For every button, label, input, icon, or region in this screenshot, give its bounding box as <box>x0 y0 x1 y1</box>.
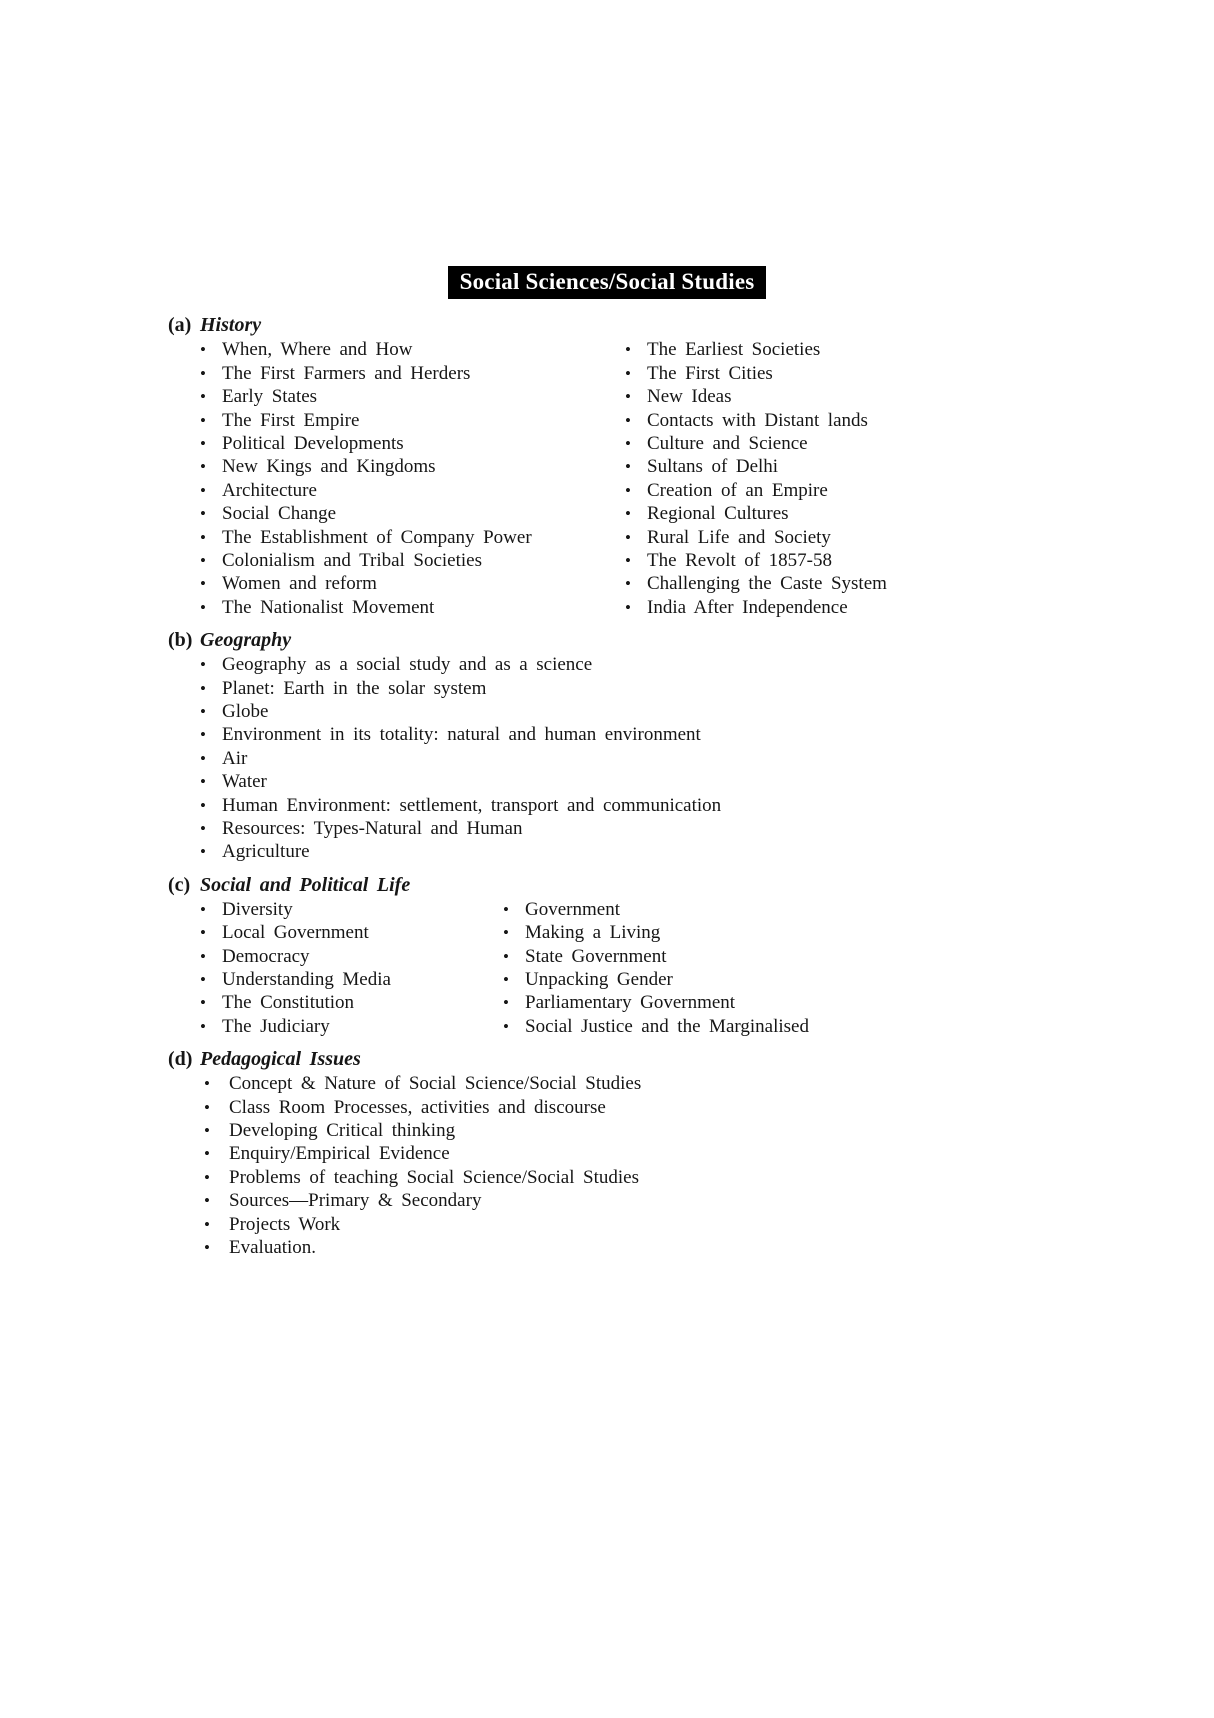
list-item-text: Air <box>222 747 248 769</box>
list-item <box>200 747 721 770</box>
list-item-text: Government <box>525 898 620 920</box>
section-geography <box>168 628 1154 864</box>
bullet-icon: • <box>200 433 206 453</box>
list-item-text: Geography as a social study and as a science <box>222 654 593 676</box>
bullet-icon: • <box>200 574 206 594</box>
list-item <box>200 596 593 619</box>
list-item <box>625 409 887 432</box>
section-label: (a) <box>168 314 192 337</box>
list-item-text: The First Farmers and Herders <box>222 362 471 384</box>
list-item-text: Problems of teaching Social Science/Social Studies <box>229 1166 640 1188</box>
list-item-text: Women and reform <box>222 573 377 595</box>
bullet-icon: • <box>200 363 206 383</box>
list-item-text: The Constitution <box>222 992 355 1014</box>
bullet-icon: • <box>503 946 509 966</box>
list-item-text: Local Government <box>222 922 369 944</box>
bullet-icon: • <box>200 923 206 943</box>
list-item <box>200 945 471 968</box>
section-label: (c) <box>168 873 191 896</box>
bullet-column <box>168 898 471 1038</box>
list-item <box>625 596 887 619</box>
list-item <box>204 1142 641 1165</box>
bullet-icon: • <box>200 410 206 430</box>
list-item-text: Regional Cultures <box>647 503 789 525</box>
bullet-icon: • <box>625 457 631 477</box>
list-item <box>200 991 471 1014</box>
list-item-text: Colonialism and Tribal Societies <box>222 549 482 571</box>
list-item-text: Human Environment: settlement, transport and communication <box>222 794 722 816</box>
bullet-icon: • <box>200 527 206 547</box>
list-item <box>200 898 471 921</box>
list-item <box>200 677 721 700</box>
section-heading <box>168 313 1154 337</box>
section-heading <box>168 628 1154 652</box>
bullet-column <box>168 653 721 864</box>
section-title: Pedagogical Issues <box>200 1048 361 1071</box>
bullet-icon: • <box>200 597 206 617</box>
list-item-text: Contacts with Distant lands <box>647 409 868 431</box>
list-item <box>625 526 887 549</box>
list-item <box>200 502 593 525</box>
list-item <box>200 432 593 455</box>
bullet-icon: • <box>200 772 206 792</box>
list-item <box>200 1015 471 1038</box>
list-item <box>503 945 809 968</box>
list-item-text: Rural Life and Society <box>647 526 831 548</box>
list-item <box>200 455 593 478</box>
list-item-text: Challenging the Caste System <box>647 573 887 595</box>
list-item <box>503 968 809 991</box>
bullet-icon: • <box>503 1016 509 1036</box>
list-item <box>200 479 593 502</box>
list-item <box>200 409 593 432</box>
list-item-text: Democracy <box>222 945 310 967</box>
list-item-text: Globe <box>222 700 269 722</box>
list-item <box>503 991 809 1014</box>
bullet-icon: • <box>204 1097 210 1117</box>
list-item <box>503 898 809 921</box>
list-item <box>204 1072 641 1095</box>
bullet-icon: • <box>200 795 206 815</box>
list-item-text: Resources: Types-Natural and Human <box>222 818 523 840</box>
list-item <box>200 968 471 991</box>
bullet-icon: • <box>200 819 206 839</box>
bullet-icon: • <box>200 457 206 477</box>
bullet-icon: • <box>503 993 509 1013</box>
list-item <box>625 549 887 572</box>
section-pedagogical-issues <box>168 1047 1154 1259</box>
bullet-icon: • <box>200 387 206 407</box>
page-title: Social Sciences/Social Studies <box>448 266 767 299</box>
bullet-icon: • <box>625 597 631 617</box>
list-item-text: Water <box>222 771 267 793</box>
bullet-icon: • <box>625 527 631 547</box>
list-item-text: Parliamentary Government <box>525 992 736 1014</box>
list-item <box>625 479 887 502</box>
section-heading <box>168 1047 1154 1071</box>
list-item <box>625 362 887 385</box>
list-item-text: Sources—Primary & Secondary <box>229 1190 482 1212</box>
list-item <box>625 455 887 478</box>
list-item <box>200 921 471 944</box>
section-columns <box>168 898 1154 1038</box>
list-item-text: Understanding Media <box>222 969 391 991</box>
list-item-text: Concept & Nature of Social Science/Social Studies <box>229 1073 642 1095</box>
bullet-icon: • <box>625 504 631 524</box>
list-item <box>625 338 887 361</box>
list-item <box>200 572 593 595</box>
bullet-icon: • <box>200 993 206 1013</box>
list-item-text: Planet: Earth in the solar system <box>222 677 487 699</box>
bullet-icon: • <box>204 1238 210 1258</box>
title-banner-row <box>0 0 1214 299</box>
list-item <box>200 653 721 676</box>
list-item-text: When, Where and How <box>222 339 413 361</box>
list-item-text: Early States <box>222 386 318 408</box>
list-item <box>503 921 809 944</box>
section-heading <box>168 873 1154 897</box>
bullet-icon: • <box>503 923 509 943</box>
bullet-icon: • <box>204 1074 210 1094</box>
bullet-icon: • <box>204 1167 210 1187</box>
list-item-text: Diversity <box>222 898 293 920</box>
list-item <box>204 1213 641 1236</box>
list-item-text: Culture and Science <box>647 432 808 454</box>
list-item <box>204 1096 641 1119</box>
bullet-icon: • <box>503 970 509 990</box>
list-item <box>204 1189 641 1212</box>
bullet-column <box>471 898 809 1038</box>
list-item <box>200 770 721 793</box>
bullet-icon: • <box>200 550 206 570</box>
bullet-icon: • <box>625 363 631 383</box>
bullet-icon: • <box>625 550 631 570</box>
list-item-text: Projects Work <box>229 1213 341 1235</box>
list-item <box>625 432 887 455</box>
list-item-text: Making a Living <box>525 922 661 944</box>
bullet-icon: • <box>200 842 206 862</box>
list-item <box>200 700 721 723</box>
list-item-text: New Kings and Kingdoms <box>222 456 436 478</box>
list-item-text: The Nationalist Movement <box>222 596 435 618</box>
bullet-icon: • <box>625 340 631 360</box>
bullet-icon: • <box>204 1144 210 1164</box>
list-item-text: State Government <box>525 945 667 967</box>
list-item-text: The Revolt of 1857-58 <box>647 549 833 571</box>
list-item-text: Class Room Processes, activities and discourse <box>229 1096 606 1118</box>
bullet-icon: • <box>200 1016 206 1036</box>
bullet-icon: • <box>200 504 206 524</box>
bullet-column <box>593 338 887 619</box>
list-item-text: The Establishment of Company Power <box>222 526 532 548</box>
syllabus-sections <box>168 313 1154 1259</box>
list-item-text: Architecture <box>222 479 317 501</box>
list-item-text: Political Developments <box>222 432 404 454</box>
list-item <box>200 362 593 385</box>
list-item <box>503 1015 809 1038</box>
list-item <box>625 502 887 525</box>
list-item-text: Unpacking Gender <box>525 969 673 991</box>
bullet-icon: • <box>200 340 206 360</box>
section-label: (b) <box>168 629 193 652</box>
list-item <box>200 817 721 840</box>
list-item-text: New Ideas <box>647 386 732 408</box>
bullet-icon: • <box>625 574 631 594</box>
section-title: Social and Political Life <box>200 873 411 896</box>
list-item-text: Agriculture <box>222 841 310 863</box>
list-item-text: Developing Critical thinking <box>229 1120 456 1142</box>
list-item <box>200 549 593 572</box>
list-item <box>200 794 721 817</box>
list-item-text: India After Independence <box>647 596 848 618</box>
list-item <box>625 385 887 408</box>
section-columns <box>168 1072 1154 1259</box>
list-item <box>204 1119 641 1142</box>
bullet-icon: • <box>200 899 206 919</box>
section-history <box>168 313 1154 619</box>
list-item <box>204 1166 641 1189</box>
list-item-text: Evaluation. <box>229 1237 317 1259</box>
list-item <box>200 385 593 408</box>
bullet-icon: • <box>625 480 631 500</box>
section-label: (d) <box>168 1048 193 1071</box>
bullet-icon: • <box>200 480 206 500</box>
bullet-icon: • <box>625 433 631 453</box>
list-item-text: The First Cities <box>647 362 773 384</box>
list-item <box>204 1236 641 1259</box>
list-item <box>625 572 887 595</box>
list-item-text: Environment in its totality: natural and human environment <box>222 724 701 746</box>
list-item <box>200 723 721 746</box>
list-item-text: The First Empire <box>222 409 360 431</box>
list-item-text: Sultans of Delhi <box>647 456 779 478</box>
bullet-icon: • <box>503 899 509 919</box>
bullet-icon: • <box>200 946 206 966</box>
bullet-column <box>168 1072 641 1259</box>
bullet-column <box>168 338 593 619</box>
list-item-text: Social Change <box>222 503 337 525</box>
section-columns <box>168 338 1154 619</box>
bullet-icon: • <box>200 748 206 768</box>
bullet-icon: • <box>204 1191 210 1211</box>
list-item <box>200 338 593 361</box>
bullet-icon: • <box>204 1214 210 1234</box>
section-social-and-political-life <box>168 873 1154 1038</box>
list-item-text: Enquiry/Empirical Evidence <box>229 1143 450 1165</box>
bullet-icon: • <box>200 970 206 990</box>
bullet-icon: • <box>200 678 206 698</box>
bullet-icon: • <box>200 655 206 675</box>
section-title: History <box>200 314 262 337</box>
list-item-text: Social Justice and the Marginalised <box>525 1015 809 1037</box>
list-item-text: Creation of an Empire <box>647 479 828 501</box>
bullet-icon: • <box>200 725 206 745</box>
list-item-text: The Judiciary <box>222 1015 330 1037</box>
bullet-icon: • <box>200 701 206 721</box>
section-columns <box>168 653 1154 864</box>
list-item <box>200 526 593 549</box>
list-item <box>200 840 721 863</box>
list-item-text: The Earliest Societies <box>647 339 821 361</box>
bullet-icon: • <box>625 387 631 407</box>
bullet-icon: • <box>625 410 631 430</box>
bullet-icon: • <box>204 1121 210 1141</box>
section-title: Geography <box>200 629 292 652</box>
